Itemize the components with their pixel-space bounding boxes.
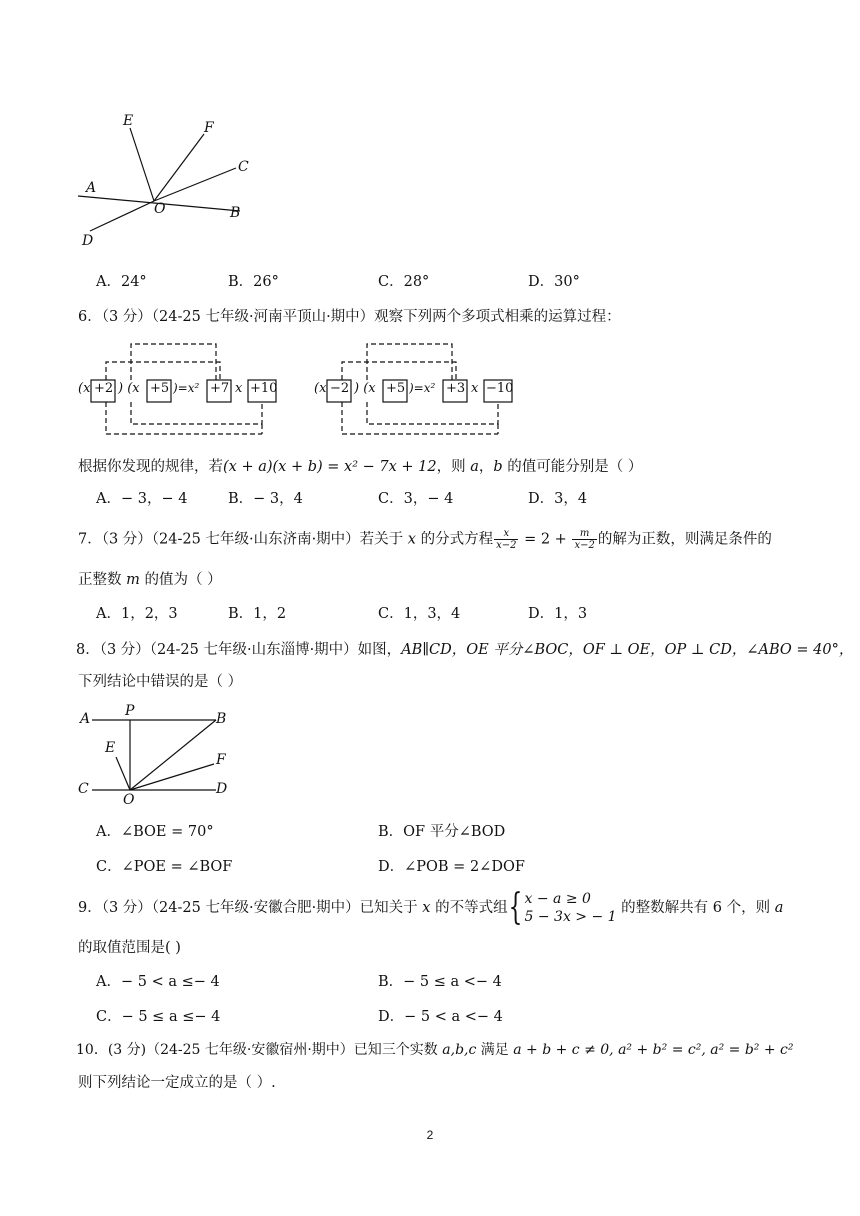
q6-d2-x: x bbox=[471, 381, 479, 396]
q6-d1-box3: +7 bbox=[210, 381, 230, 396]
q8-label-a: A bbox=[80, 711, 91, 727]
q10-stem: 10．(3 分)（24-25 七年级·安徽宿州·期中）已知三个实数 a,b,c 满足 a + b + c ≠ 0, a² + b² = c², a² = b² + c² bbox=[76, 1042, 794, 1058]
q7-option-b: B．1，2 bbox=[228, 606, 287, 622]
q8-label-o: O bbox=[123, 792, 135, 808]
q6-d1-box2: +5 bbox=[150, 381, 170, 396]
q6-d2-box2: +5 bbox=[386, 381, 406, 396]
q8-option-d: D．∠POB = 2∠DOF bbox=[378, 859, 525, 875]
q5-label-f: F bbox=[204, 120, 214, 136]
q8-option-c: C．∠POE = ∠BOF bbox=[96, 859, 233, 875]
q7-option-a: A．1，2，3 bbox=[96, 606, 178, 622]
q6-d2-eq: )=x² bbox=[409, 381, 436, 395]
q6-d1-paren1: (x bbox=[78, 381, 91, 396]
q9-option-b: B．− 5 ≤ a <− 4 bbox=[378, 974, 502, 990]
q6-d1-box4: +10 bbox=[250, 381, 278, 396]
q6-d1-eq: )=x² bbox=[173, 381, 200, 395]
q9-stem: 9．（3 分）（24-25 七年级·安徽合肥·期中）已知关于 x 的不等式组{ x − a ≥ 0 5 − 3x > − 1 的整数解共有 6 个，则 a bbox=[78, 887, 784, 928]
q8-parallel-lines-figure bbox=[70, 700, 240, 810]
q6-option-c: C．3，− 4 bbox=[378, 491, 454, 507]
q9-option-a: A．− 5 < a ≤− 4 bbox=[96, 974, 220, 990]
q9-inequality-system: x − a ≥ 0 5 − 3x > − 1 bbox=[524, 891, 617, 925]
q8-label-c: C bbox=[78, 781, 89, 797]
q6-d1-box1: +2 bbox=[94, 381, 114, 396]
q5-label-b: B bbox=[230, 205, 241, 221]
q9-option-d: D．− 5 < a <− 4 bbox=[378, 1009, 503, 1025]
q7-stem-2: 正整数 m 的值为（ ） bbox=[78, 572, 222, 588]
q6-option-d: D．3，4 bbox=[528, 491, 588, 507]
q7-fraction-2: $\frac{m}{x-2}$ bbox=[574, 528, 595, 551]
q7-option-c: C．1，3，4 bbox=[378, 606, 461, 622]
q7-stem: 7．（3 分）（24-25 七年级·山东济南·期中）若关于 x 的分式方程 $\frac{x}{x-2}$ = 2 + $\frac{m}{x-2}$ 的解为正数，则满足条件的 bbox=[78, 528, 772, 551]
q10-stem-2: 则下列结论一定成立的是（ ）. bbox=[78, 1075, 276, 1091]
q6-d2-paren1: (x bbox=[314, 381, 327, 396]
q8-option-a: A．∠BOE = 70° bbox=[96, 824, 214, 840]
q5-label-e: E bbox=[123, 113, 134, 129]
q8-stem-2: 下列结论中错误的是（ ） bbox=[78, 674, 243, 690]
q6-equation: (x + a)(x + b) = x² − 7x + 12 bbox=[223, 459, 437, 475]
q5-option-c: C．28° bbox=[378, 274, 430, 290]
q7-option-d: D．1，3 bbox=[528, 606, 588, 622]
q8-label-b: B bbox=[216, 711, 227, 727]
q6-d2-box3: +3 bbox=[446, 381, 466, 396]
q5-label-a: A bbox=[86, 180, 97, 196]
page-number: 2 bbox=[426, 1128, 434, 1142]
q5-label-c: C bbox=[238, 159, 249, 175]
q5-angle-figure bbox=[70, 110, 260, 250]
q6-option-b: B．− 3，4 bbox=[228, 491, 303, 507]
q8-stem: 8．（3 分）（24-25 七年级·山东淄博·期中）如图，AB∥CD，OE 平分∠BOC，OF ⊥ OE，OP ⊥ CD，∠ABO = 40°， bbox=[76, 642, 854, 658]
q6-stem: 6．（3 分）（24-25 七年级·河南平顶山·期中）观察下列两个多项式相乘的运算过程： bbox=[78, 309, 621, 325]
q6-d1-x: x bbox=[235, 381, 243, 396]
q8-label-f: F bbox=[216, 752, 226, 768]
q10-conditions: a + b + c ≠ 0, a² + b² = c², a² = b² + c² bbox=[513, 1042, 794, 1058]
q9-option-c: C．− 5 ≤ a ≤− 4 bbox=[96, 1009, 221, 1025]
q8-label-p: P bbox=[125, 703, 135, 719]
q6-d2-box1: −2 bbox=[330, 381, 350, 396]
q7-fraction-1: $\frac{x}{x-2}$ bbox=[496, 528, 517, 551]
q6-d2-box4: −10 bbox=[486, 381, 514, 396]
q5-option-b: B．26° bbox=[228, 274, 279, 290]
q5-option-d: D．30° bbox=[528, 274, 580, 290]
q9-stem-2: 的取值范围是( ) bbox=[78, 940, 181, 956]
q6-option-a: A．− 3，− 4 bbox=[96, 491, 188, 507]
q8-conditions: AB∥CD，OE 平分∠BOC，OF ⊥ OE，OP ⊥ CD，∠ABO = 40°， bbox=[401, 642, 854, 658]
q8-label-d: D bbox=[216, 781, 228, 797]
q6-d1-paren2: ) (x bbox=[118, 381, 140, 396]
q8-option-b: B．OF 平分∠BOD bbox=[378, 824, 506, 840]
q5-label-o: O bbox=[154, 201, 166, 217]
q5-option-a: A．24° bbox=[96, 274, 147, 290]
q6-d2-paren2: ) (x bbox=[354, 381, 376, 396]
q6-question: 根据你发现的规律，若(x + a)(x + b) = x² − 7x + 12，则 a，b 的值可能分别是（ ） bbox=[78, 459, 643, 475]
q8-label-e: E bbox=[105, 740, 116, 756]
q5-label-d: D bbox=[82, 233, 94, 249]
